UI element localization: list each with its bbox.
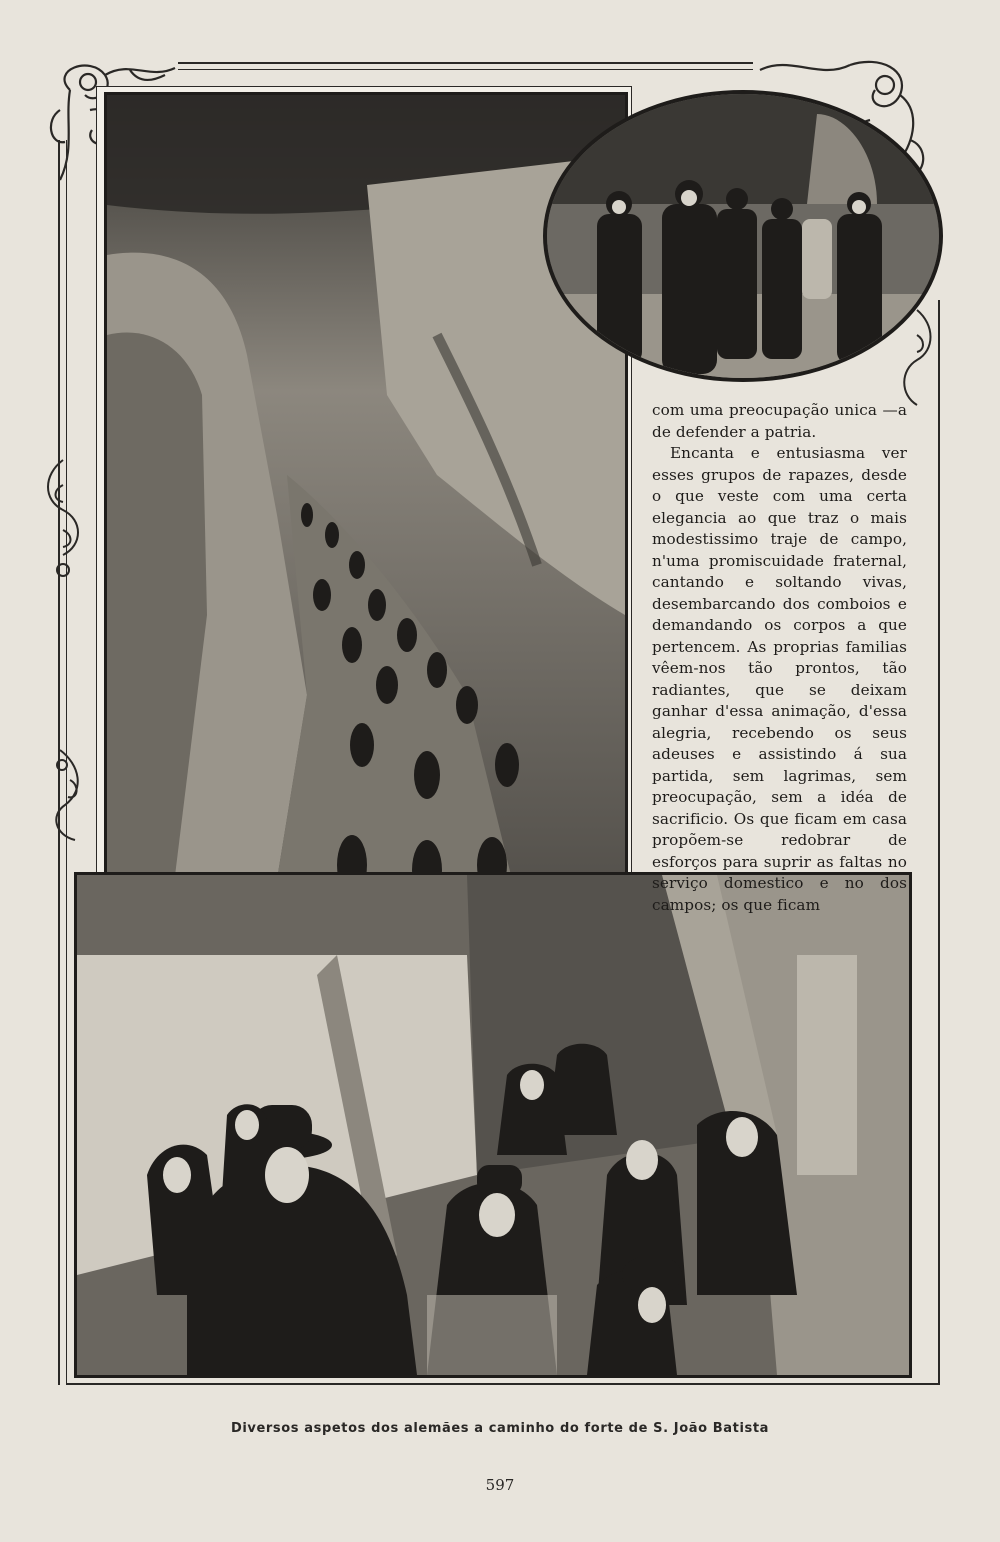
photo-caption: Diversos aspetos dos alemães a caminho do forte de S. João Batista xyxy=(230,1421,770,1436)
article-paragraph-2: Encanta e entusiasma ver esses grupos de rapazes, desde o que veste com uma certa elegancia ao que traz o mais modestissimo traje de campo, n'uma promiscuidade fraternal, cantando e soltando vivas, desembarcando dos comboios e demandando os corpos a que pertencem. As proprias familias vêem-nos tão prontos, tão radiantes, que se deixam ganhar d'essa animação, d'essa alegria, recebendo os seus adeuses e assistindo á sua partida, sem lagrimas, sem preocupação, sem a idéa de sacrificio. Os que ficam em casa propõem-se redobrar de esforços para suprir as faltas no serviço domestico e no dos campos; os que ficam xyxy=(652,444,907,914)
ornament-left-mid-scroll xyxy=(38,455,88,585)
oval-group-photo xyxy=(543,90,943,382)
frame-top-rule xyxy=(178,62,753,64)
article-paragraph-1: com uma preocupação unica —a de defender a patria. xyxy=(652,401,907,441)
frame-top-inner-rule xyxy=(178,69,753,70)
men-climbing-steps-photo xyxy=(74,872,912,1378)
page-number: 597 xyxy=(485,1476,515,1494)
ornament-left-lower-scroll xyxy=(40,745,100,855)
article-text-column xyxy=(652,400,907,916)
frame-bottom-rule xyxy=(66,1383,940,1385)
frame-right-rule xyxy=(938,300,940,1385)
